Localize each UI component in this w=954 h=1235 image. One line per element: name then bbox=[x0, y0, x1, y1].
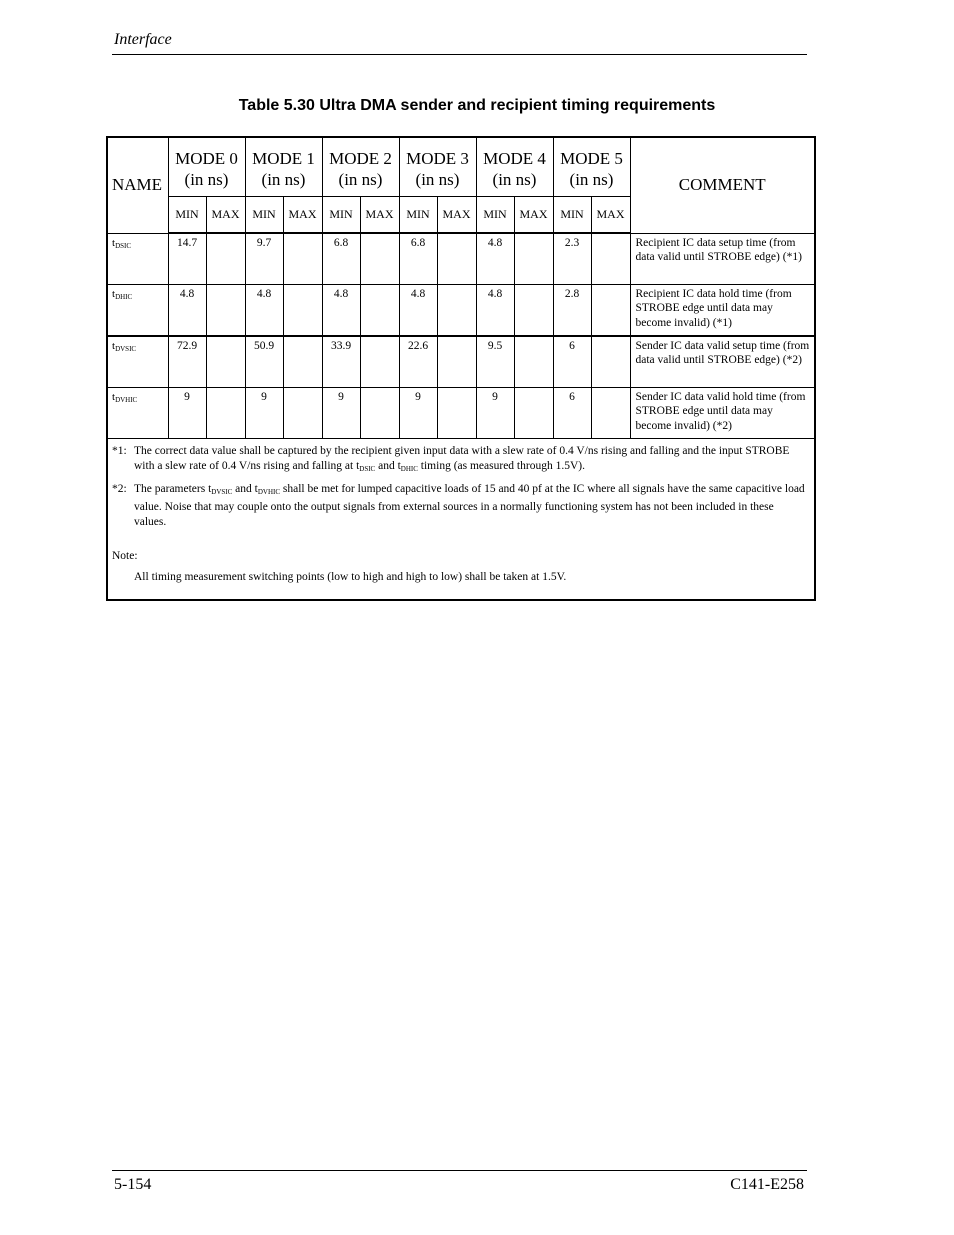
parameter-name: $t_{DVHIC}$ bbox=[107, 387, 168, 438]
table-row bbox=[107, 233, 815, 284]
max-value bbox=[360, 284, 399, 336]
footnote-marker: *1: bbox=[112, 444, 127, 457]
row-comment: Recipient IC data hold time (from STROBE edge until data may become invalid) (*1) bbox=[630, 284, 815, 336]
min-value: 9 bbox=[476, 387, 514, 438]
min-value: 72.9 bbox=[168, 336, 206, 388]
max-value bbox=[206, 284, 245, 336]
parameter-name: $t_{DSIC}$ bbox=[107, 233, 168, 284]
min-value: 50.9 bbox=[245, 336, 283, 388]
document-id: C141-E258 bbox=[730, 1176, 804, 1193]
min-value: 4.8 bbox=[322, 284, 360, 336]
comment-header: COMMENT bbox=[630, 137, 815, 233]
max-header: MAX bbox=[206, 197, 245, 234]
min-header: MIN bbox=[553, 197, 591, 234]
max-value bbox=[206, 387, 245, 438]
max-value bbox=[437, 284, 476, 336]
max-value bbox=[591, 233, 630, 284]
footnote-text: The parameters $t_{DVSIC}$ and $t_{DVHIC}$ shall be met for lumped capacitive loads of 15 and 40 pf at the IC where all signals have the same capacitive load value. Noise that may couple onto the output signals from external sources in a normally functioning system has not been included in these values. bbox=[134, 482, 805, 528]
min-header: MIN bbox=[399, 197, 437, 234]
timing-table bbox=[106, 136, 816, 601]
min-value: 6 bbox=[553, 336, 591, 388]
footnote-marker: *2: bbox=[112, 482, 127, 495]
footer-rule bbox=[112, 1170, 807, 1171]
max-value bbox=[591, 387, 630, 438]
min-value: 9.5 bbox=[476, 336, 514, 388]
min-value: 6.8 bbox=[322, 233, 360, 284]
min-value: 9 bbox=[245, 387, 283, 438]
max-value bbox=[360, 233, 399, 284]
note-text: All timing measurement switching points (low to high and high to low) shall be taken at 1.5V. bbox=[134, 570, 567, 583]
note-heading: Note: bbox=[112, 549, 138, 562]
header-rule bbox=[112, 54, 807, 55]
notes-row bbox=[107, 438, 815, 600]
min-value: 6 bbox=[553, 387, 591, 438]
max-value bbox=[514, 284, 553, 336]
max-value bbox=[283, 233, 322, 284]
max-value bbox=[591, 284, 630, 336]
min-value: 2.3 bbox=[553, 233, 591, 284]
max-header: MAX bbox=[591, 197, 630, 234]
row-comment: Sender IC data valid hold time (from STROBE edge until data may become invalid) (*2) bbox=[630, 387, 815, 438]
max-value bbox=[437, 233, 476, 284]
table-row bbox=[107, 336, 815, 388]
min-value: 6.8 bbox=[399, 233, 437, 284]
min-value: 4.8 bbox=[168, 284, 206, 336]
max-value bbox=[514, 387, 553, 438]
max-value bbox=[360, 336, 399, 388]
mode-header: MODE 5 (in ns) bbox=[553, 137, 630, 197]
min-value: 9.7 bbox=[245, 233, 283, 284]
min-header: MIN bbox=[168, 197, 206, 234]
min-value: 14.7 bbox=[168, 233, 206, 284]
footnote-text: The correct data value shall be captured by the recipient given input data with a slew rate of 0.4 V/ns rising and falling and the input STROBE with a slew rate of 0.4 V/ns rising and falling at $t_{DSIC}$ and $t_{DHIC}$ timing (as measured through 1.5V). bbox=[134, 444, 790, 473]
row-comment: Sender IC data valid setup time (from data valid until STROBE edge) (*2) bbox=[630, 336, 815, 388]
min-value: 4.8 bbox=[245, 284, 283, 336]
min-header: MIN bbox=[476, 197, 514, 234]
parameter-name: $t_{DHIC}$ bbox=[107, 284, 168, 336]
max-value bbox=[206, 233, 245, 284]
running-header: Interface bbox=[114, 31, 172, 48]
min-header: MIN bbox=[245, 197, 283, 234]
table-caption: Table 5.30 Ultra DMA sender and recipient timing requirements bbox=[238, 97, 716, 114]
min-value: 33.9 bbox=[322, 336, 360, 388]
max-value bbox=[283, 387, 322, 438]
parameter-name: $t_{DVSIC}$ bbox=[107, 336, 168, 388]
table-row bbox=[107, 284, 815, 336]
max-value bbox=[514, 233, 553, 284]
name-header: NAME bbox=[107, 137, 168, 233]
notes-section bbox=[107, 438, 815, 600]
mode-header: MODE 3 (in ns) bbox=[399, 137, 476, 197]
max-value bbox=[206, 336, 245, 388]
max-value bbox=[437, 387, 476, 438]
row-comment: Recipient IC data setup time (from data valid until STROBE edge) (*1) bbox=[630, 233, 815, 284]
page-number: 5-154 bbox=[114, 1176, 152, 1193]
table-row bbox=[107, 387, 815, 438]
max-value bbox=[437, 336, 476, 388]
min-value: 9 bbox=[168, 387, 206, 438]
max-value bbox=[591, 336, 630, 388]
min-value: 4.8 bbox=[399, 284, 437, 336]
max-header: MAX bbox=[437, 197, 476, 234]
min-value: 22.6 bbox=[399, 336, 437, 388]
mode-header: MODE 1 (in ns) bbox=[245, 137, 322, 197]
min-value: 9 bbox=[399, 387, 437, 438]
min-value: 2.8 bbox=[553, 284, 591, 336]
max-value bbox=[514, 336, 553, 388]
mode-header: MODE 4 (in ns) bbox=[476, 137, 553, 197]
footnote-2 bbox=[112, 482, 808, 530]
max-value bbox=[283, 336, 322, 388]
max-value bbox=[283, 284, 322, 336]
max-header: MAX bbox=[283, 197, 322, 234]
mode-header: MODE 0 (in ns) bbox=[168, 137, 245, 197]
min-value: 9 bbox=[322, 387, 360, 438]
max-header: MAX bbox=[360, 197, 399, 234]
min-header: MIN bbox=[322, 197, 360, 234]
max-header: MAX bbox=[514, 197, 553, 234]
max-value bbox=[360, 387, 399, 438]
min-value: 4.8 bbox=[476, 233, 514, 284]
mode-header: MODE 2 (in ns) bbox=[322, 137, 399, 197]
min-value: 4.8 bbox=[476, 284, 514, 336]
footnote-1 bbox=[112, 444, 808, 477]
